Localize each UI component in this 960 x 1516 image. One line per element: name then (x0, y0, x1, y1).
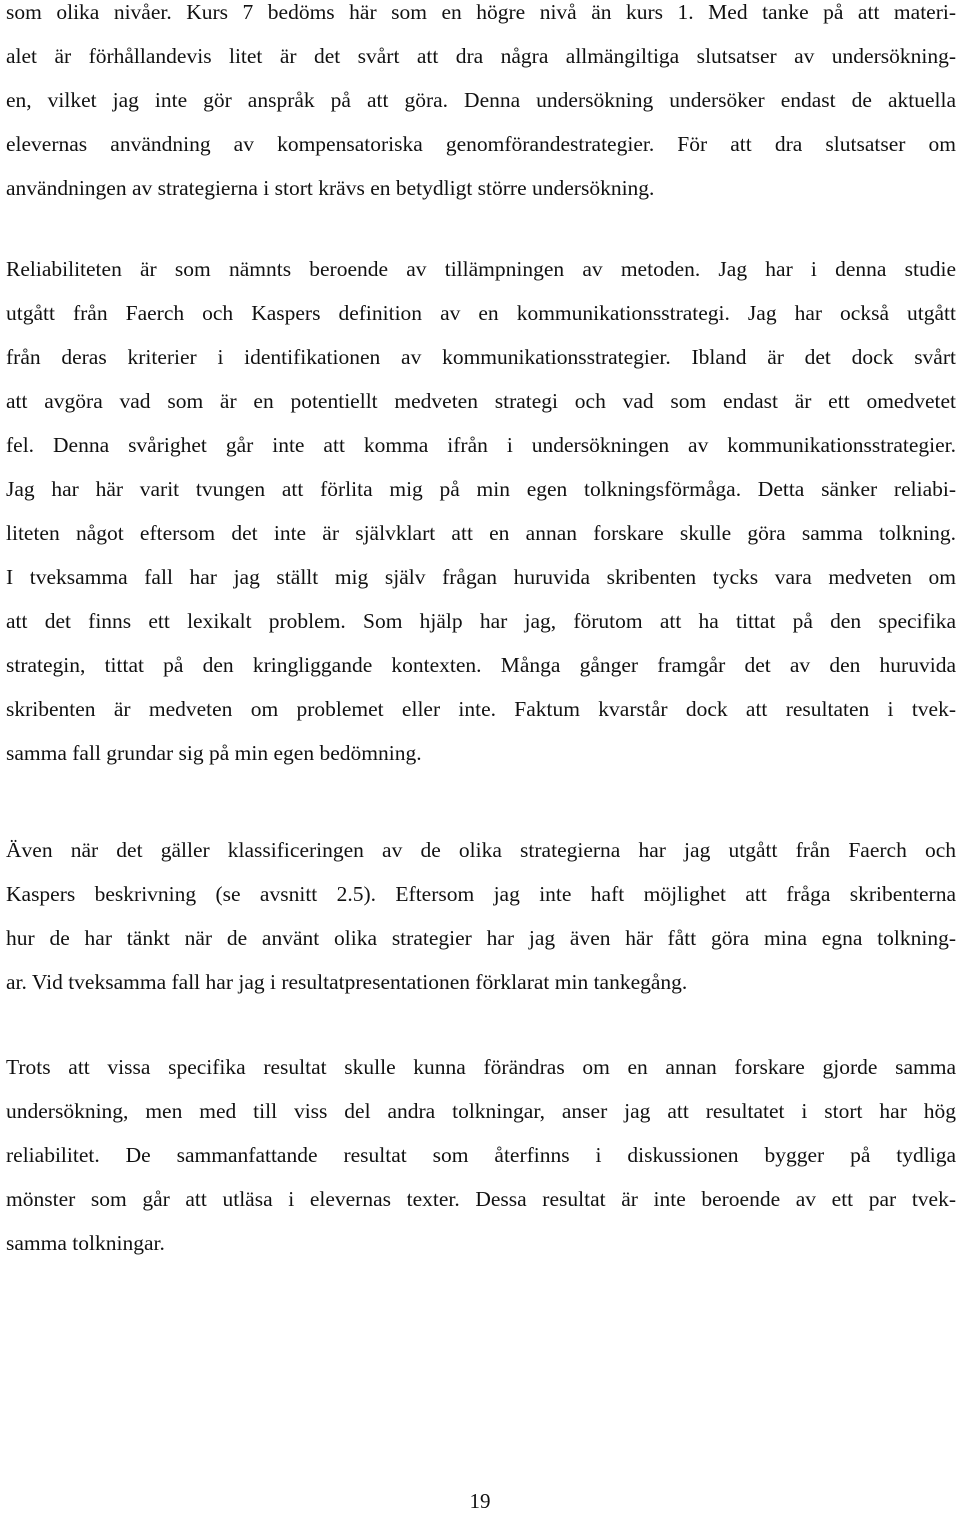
text-line: undersökning, men med till viss del andra tolkningar, anser jag att resultatet i stort har hög (6, 1099, 956, 1123)
page-number: 19 (469, 1489, 491, 1513)
text-line: att det finns ett lexikalt problem. Som hjälp har jag, förutom att ha tittat på den specifika (6, 609, 956, 633)
paragraph-conclusion (6, 1045, 956, 1265)
paragraph-classification (6, 828, 956, 1004)
text-line: användningen av strategierna i stort krävs en betydligt större undersökning. (6, 176, 655, 200)
text-line: Reliabiliteten är som nämnts beroende av tillämpningen av metoden. Jag har i denna studie (6, 257, 956, 281)
text-line: elevernas användning av kompensatoriska genomförandestrategier. För att dra slutsatser om (6, 132, 956, 156)
text-line: strategin, tittat på den kringliggande kontexten. Många gånger framgår det av den huruvida (6, 653, 956, 677)
text-line: liteten något eftersom det inte är självklart att en annan forskare skulle göra samma tolkning. (6, 521, 956, 545)
text-line: Jag har här varit tvungen att förlita mig på min egen tolkningsförmåga. Detta sänker reliabi- (6, 477, 956, 501)
text-line: reliabilitet. De sammanfattande resultat som återfinns i diskussionen bygger på tydliga (6, 1143, 956, 1167)
text-line: hur de har tänkt när de använt olika strategier har jag även här fått göra mina egna tolkning- (6, 926, 956, 950)
text-line: I tveksamma fall har jag ställt mig själv frågan huruvida skribenten tycks vara medveten om (6, 565, 956, 589)
paragraph-scope-limitations (6, 0, 956, 210)
text-line: Kaspers beskrivning (se avsnitt 2.5). Eftersom jag inte haft möjlighet att fråga skribenterna (6, 882, 956, 906)
text-line: att avgöra vad som är en potentiellt medveten strategi och vad som endast är ett omedvetet (6, 389, 956, 413)
text-line: en, vilket jag inte gör anspråk på att göra. Denna undersökning undersöker endast de aktuella (6, 88, 956, 112)
text-line: Trots att vissa specifika resultat skulle kunna förändras om en annan forskare gjorde samma (6, 1055, 956, 1079)
text-line: utgått från Faerch och Kaspers definition av en kommunikationsstrategi. Jag har också utgått (6, 301, 956, 325)
text-line: skribenten är medveten om problemet eller inte. Faktum kvarstår dock att resultaten i tvek- (6, 697, 956, 721)
text-line: ar. Vid tveksamma fall har jag i resultatpresentationen förklarat min tankegång. (6, 970, 688, 994)
text-line: samma fall grundar sig på min egen bedömning. (6, 741, 422, 765)
text-line: alet är förhållandevis litet är det svårt att dra några allmängiltiga slutsatser av undersökning- (6, 44, 956, 68)
text-line: samma tolkningar. (6, 1231, 165, 1255)
paragraph-reliability (6, 247, 956, 775)
text-line: Även när det gäller klassificeringen av de olika strategierna har jag utgått från Faerch och (6, 838, 956, 862)
text-line: fel. Denna svårighet går inte att komma ifrån i undersökningen av kommunikationsstrategier. (6, 433, 956, 457)
text-line: mönster som går att utläsa i elevernas texter. Dessa resultat är inte beroende av ett par tvek- (6, 1187, 956, 1211)
text-line: som olika nivåer. Kurs 7 bedöms här som en högre nivå än kurs 1. Med tanke på att materi- (6, 0, 956, 24)
text-line: från deras kriterier i identifikationen av kommunikationsstrategier. Ibland är det dock svårt (6, 345, 956, 369)
